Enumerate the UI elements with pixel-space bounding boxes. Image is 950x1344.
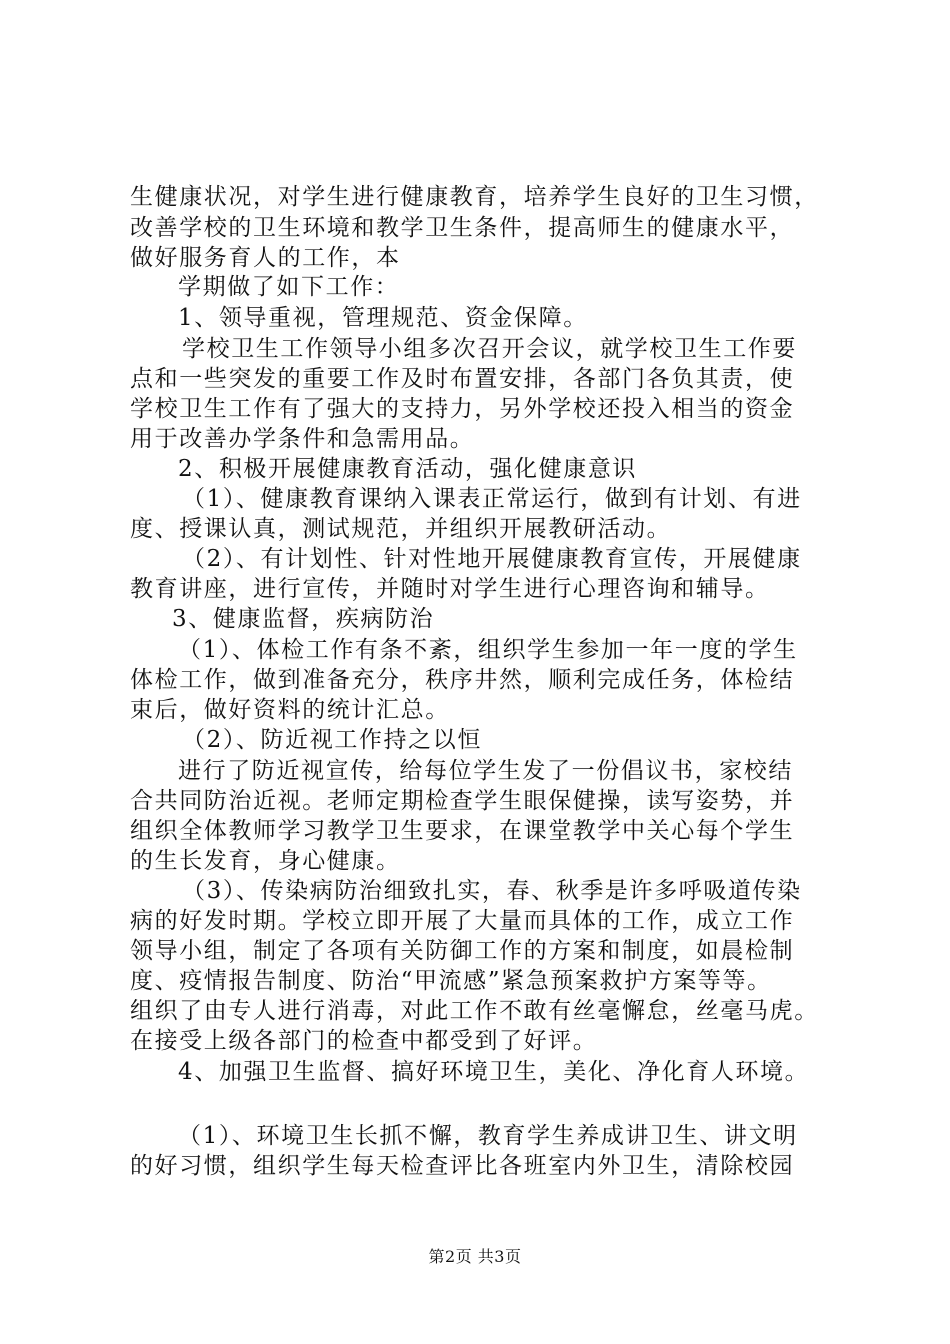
section-heading: 2、积极开展健康教育活动，强化健康意识 — [178, 456, 638, 482]
text-line: （1）、健康教育课纳入课表正常运行，做到有计划、有进 — [182, 486, 802, 512]
text-line: 学期做了如下工作： — [178, 274, 400, 300]
text-line: （3）、传染病防治细致扎实，春、秋季是许多呼吸道传染 — [182, 878, 802, 904]
text-line: 进行了防近视宣传，给每位学生发了一份倡议书，家校结 — [178, 758, 793, 784]
text-line: 的好习惯，组织学生每天检查评比各班室内外卫生，清除校园 — [130, 1153, 795, 1179]
text-line: （2）、有计划性、针对性地开展健康教育宣传，开展健康 — [182, 546, 802, 572]
text-line: （1）、体检工作有条不紊，组织学生参加一年一度的学生 — [178, 637, 798, 663]
text-line: 领导小组，制定了各项有关防御工作的方案和制度，如晨检制 — [130, 938, 795, 964]
text-line: 体检工作，做到准备充分，秩序井然，顺利完成任务，体检结 — [130, 667, 795, 693]
text-line: 生健康状况，对学生进行健康教育，培养学生良好的卫生习惯， — [130, 184, 819, 210]
text-line: 合共同防治近视。老师定期检查学生眼保健操，读写姿势，并 — [130, 788, 795, 814]
text-line: （1）、环境卫生长抓不懈，教育学生养成讲卫生、讲文明 — [178, 1123, 798, 1149]
text-line: 度、疫情报告制度、防治“甲流感”紧急预案救护方案等等。 — [130, 968, 772, 994]
text-line: 病的好发时期。学校立即开展了大量而具体的工作，成立工作 — [130, 908, 795, 934]
text-line: 改善学校的卫生环境和教学卫生条件，提高师生的健康水平， — [130, 215, 795, 241]
text-line: 教育讲座，进行宣传，并随时对学生进行心理咨询和辅导。 — [130, 576, 770, 602]
text-line: 的生长发育，身心健康。 — [130, 848, 401, 874]
text-line: 学校卫生工作领导小组多次召开会议，就学校卫生工作要 — [182, 336, 797, 362]
text-line: 度、授课认真，测试规范，并组织开展教研活动。 — [130, 516, 672, 542]
text-line: 束后，做好资料的统计汇总。 — [130, 697, 450, 723]
section-heading: 4、加强卫生监督、搞好环境卫生，美化、净化育人环境。 — [178, 1059, 810, 1085]
text-line: 用于改善办学条件和急需用品。 — [130, 426, 475, 452]
text-line: 组织全体教师学习教学卫生要求，在课堂教学中关心每个学生 — [130, 818, 795, 844]
section-heading: 3、健康监督，疾病防治 — [172, 606, 435, 632]
text-line: 点和一些突发的重要工作及时布置安排，各部门各负其责，使 — [130, 366, 795, 392]
section-heading: 1、领导重视，管理规范、资金保障。 — [178, 305, 588, 331]
text-line: （2）、防近视工作持之以恒 — [182, 727, 482, 753]
text-line: 组织了由专人进行消毒，对此工作不敢有丝毫懈怠，丝毫马虎。 — [130, 998, 819, 1024]
text-line: 学校卫生工作有了强大的支持力，另外学校还投入相当的资金 — [130, 396, 795, 422]
text-line: 在接受上级各部门的检查中都受到了好评。 — [130, 1028, 598, 1054]
text-line: 做好服务育人的工作，本 — [130, 245, 401, 271]
page-number: 第2页 共3页 — [428, 1247, 522, 1266]
